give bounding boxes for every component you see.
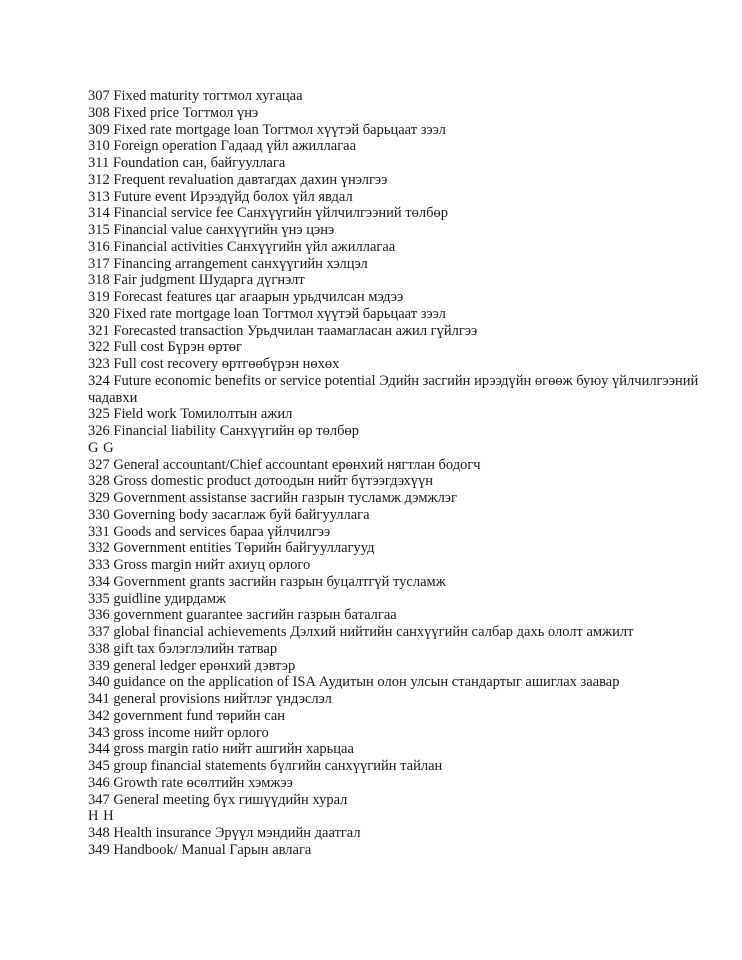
glossary-entry: 345 group financial statements бүлгийн санхүүгийн тайлан <box>88 758 443 774</box>
glossary-entry: 341 general provisions нийтлэг үндэслэл <box>88 691 332 707</box>
glossary-entry: 312 Frequent revaluation давтагдах дахин үнэлгээ <box>88 171 388 188</box>
glossary-entry: 320 Fixed rate mortgage loan Тогтмол хүүтэй барьцаат зээл <box>88 305 446 322</box>
glossary-entry: 343 gross income нийт орлого <box>88 724 269 741</box>
section-heading-g: G G <box>88 439 115 456</box>
glossary-entry: 329 Government assistanse засгийн газрын тусламж дэмжлэг <box>88 490 457 506</box>
glossary-entry: 321 Forecasted transaction Урьдчилан таамагласан ажил гүйлгээ <box>88 322 478 339</box>
glossary-entry: 307 Fixed maturity тогтмол хугацаа <box>88 88 303 104</box>
glossary-entry: 314 Financial service fee Санхүүгийн үйлчилгээний төлбөр <box>88 205 448 222</box>
glossary-entry: 309 Fixed rate mortgage loan Тогтмол хүүтэй барьцаат зээл <box>88 121 446 138</box>
glossary-entry: 344 gross margin ratio нийт ашгийн харьцаа <box>88 741 354 758</box>
glossary-entry: 326 Financial liability Санхүүгийн өр төлбөр <box>88 423 359 439</box>
glossary-entry: 335 guidline удирдамж <box>88 590 227 607</box>
glossary-entry: 315 Financial value санхүүгийн үнэ цэнэ <box>88 222 335 238</box>
glossary-entry: 313 Future event Ирээдүйд болох үйл явдал <box>88 188 353 205</box>
section-heading-h: H H <box>88 808 115 825</box>
glossary-entry: 338 gift tax бэлэглэлийн татвар <box>88 640 278 657</box>
glossary-entry: 340 guidance on the application of ISA Аудитын олон улсын стандартыг ашиглах заавар <box>88 674 620 691</box>
glossary-entry: 311 Foundation сан, байгууллага <box>88 155 286 171</box>
glossary-entry: 349 Handbook/ Manual Гарын авлага <box>88 841 312 858</box>
glossary-entry: 322 Full cost Бүрэн өртөг <box>88 339 242 356</box>
glossary-entry: 339 general ledger ерөнхий дэвтэр <box>88 657 296 674</box>
glossary-entry: 325 Field work Томилолтын ажил <box>88 406 293 423</box>
glossary-entry: 337 global financial achievements Дэлхий нийтийн санхүүгийн салбар дахь ололт амжилт <box>88 624 634 640</box>
glossary-list <box>88 88 728 859</box>
glossary-entry: 331 Goods and services бараа үйлчилгээ <box>88 523 331 540</box>
glossary-entry: 319 Forecast features цаг агаарын урьдчилсан мэдээ <box>88 289 404 305</box>
glossary-entry: 333 Gross margin нийт ахиуц орлого <box>88 557 311 573</box>
glossary-entry: 336 government guarantee засгийн газрын баталгаа <box>88 607 397 624</box>
glossary-entry: 334 Government grants засгийн газрын буцалтгүй тусламж <box>88 573 446 590</box>
glossary-entry: 308 Fixed price Тогтмол үнэ <box>88 104 259 121</box>
glossary-entry: 318 Fair judgment Шударга дүгнэлт <box>88 272 305 289</box>
glossary-entry: 323 Full cost recovery өртгөөбүрэн нөхөх <box>88 356 340 372</box>
glossary-entry: 332 Government entities Төрийн байгууллагууд <box>88 540 375 557</box>
glossary-entry: 330 Governing body засаглаж буй байгууллага <box>88 506 370 523</box>
glossary-entry: 317 Financing arrangement санхүүгийн хэлцэл <box>88 255 368 272</box>
glossary-entry: 346 Growth rate өсөлтийн хэмжээ <box>88 774 293 791</box>
glossary-entry: 327 General accountant/Chief accountant ерөнхий нягтлан бодогч <box>88 456 481 473</box>
glossary-entry: 328 Gross domestic product дотоодын нийт бүтээгдэхүүн <box>88 473 434 490</box>
glossary-entry: 347 General meeting бүх гишүүдийн хурал <box>88 791 348 808</box>
glossary-entry: 324 Future economic benefits or service potential Эдийн засгийн ирээдүйн өгөөж буюу үйлчилгээний чадавхи <box>88 372 699 406</box>
glossary-entry: 316 Financial activities Санхүүгийн үйл ажиллагаа <box>88 238 396 255</box>
glossary-entry: 342 government fund төрийн сан <box>88 707 286 724</box>
glossary-entry: 310 Foreign operation Гадаад үйл ажиллагаа <box>88 138 357 155</box>
glossary-entry: 348 Health insurance Эрүүл мэндийн даатгал <box>88 825 361 841</box>
